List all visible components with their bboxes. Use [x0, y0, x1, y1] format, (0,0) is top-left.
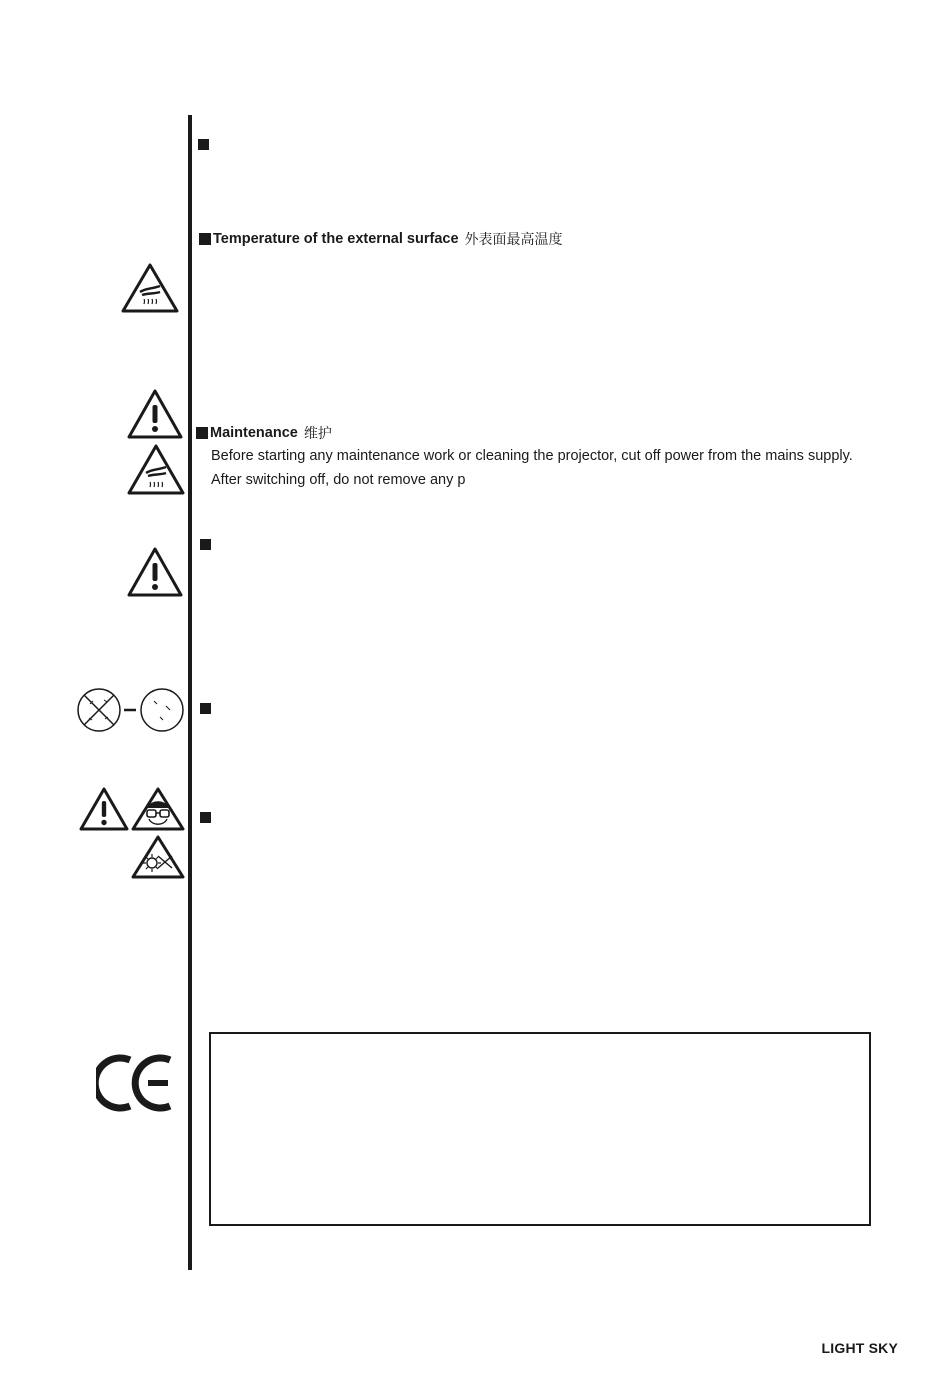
caution-triangle-icon: [126, 388, 184, 440]
section-marker-5: [200, 812, 211, 823]
ce-mark-icon: [96, 1052, 176, 1114]
temperature-heading: [199, 229, 563, 249]
lens-replacement-icon: [76, 686, 186, 734]
temperature-title-cn: 外表面最高温度: [464, 232, 563, 248]
no-stare-light-icon: [130, 834, 186, 880]
footer-brand: LIGHT SKY: [821, 1340, 898, 1356]
margin-rule: [188, 115, 192, 1270]
section-marker-1: [198, 139, 209, 150]
eye-protection-icon: [130, 786, 186, 832]
maintenance-title-cn: 维护: [303, 426, 332, 442]
temperature-title: Temperature of the external surface: [213, 231, 459, 247]
maintenance-line-2: After switching off, do not remove any p: [211, 472, 466, 488]
section-marker-4: [200, 703, 211, 714]
hot-surface-warning-icon: [120, 262, 180, 314]
maintenance-line-1: Before starting any maintenance work or cleaning the projector, cut off power from the mains supply.: [211, 448, 853, 464]
maintenance-title: Maintenance: [210, 425, 298, 441]
maintenance-heading: [196, 423, 332, 443]
ce-declaration-box: [209, 1032, 871, 1226]
heading-marker: [199, 233, 211, 245]
caution-triangle-icon: [78, 786, 130, 832]
heading-marker: [196, 427, 208, 439]
caution-triangle-icon: [126, 546, 184, 598]
section-marker-3: [200, 539, 211, 550]
hot-surface-warning-icon: [126, 443, 186, 496]
